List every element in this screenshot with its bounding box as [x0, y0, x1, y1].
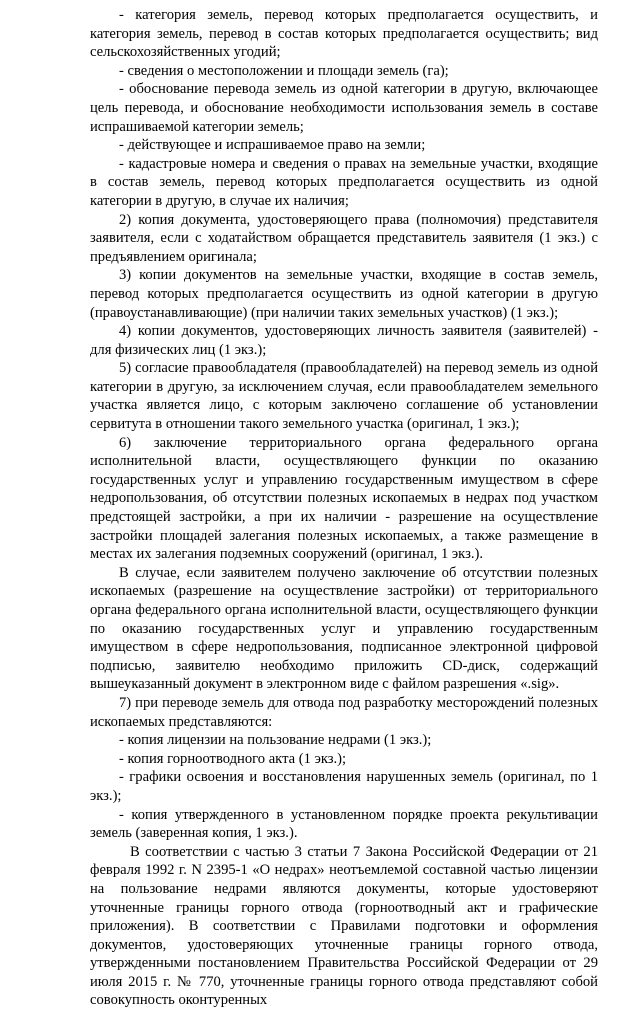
- paragraph-electronic-signature: В случае, если заявителем получено заключение об отсутствии полезных ископаемых (разрешение на осуществление застройки) от территориального органа федерального органа исполнительной власти, осуществляющего функции по оказанию государственных услуг и управлению государственным имуществом в сфере недропользования, подписанное электронной цифровой подписью, заявителю необходимо приложить CD-диск, содержащий вышеуказанный документ в электронном виде с файлом разрешения «.sig».: [90, 564, 598, 693]
- item-4-identity-documents: 4) копии документов, удостоверяющих личность заявителя (заявителей) - для физических лиц (1 экз.);: [90, 323, 598, 358]
- list-item-subsoil-license: - копия лицензии на пользование недрами (1 экз.);: [119, 732, 432, 749]
- item-5-rightholder-consent: 5) согласие правообладателя (правообладателей) на перевод земель из одной категории в другую, за исключением случая, если правообладателем земельного участка является лицо, с которым заключено соглашение об установлении сервитута в отношении такого земельного участка (оригинал, 1 экз.);: [90, 360, 598, 433]
- item-2-representative-authority: 2) копия документа, удостоверяющего права (полномочия) представителя заявителя, если с ходатайством обращается представитель заявителя (1 экз.) с предъявлением оригинала;: [90, 211, 598, 265]
- list-item-land-rights: - действующее и испрашиваемое право на земли;: [119, 137, 426, 154]
- list-item-transfer-justification: - обоснование перевода земель из одной категории в другую, включающее цель перевода, и обоснование необходимости использования земель в составе испрашиваемой категории земель;: [90, 81, 598, 135]
- item-7-mining-allotment: 7) при переводе земель для отвода под разработку месторождений полезных ископаемых представляются:: [90, 694, 598, 730]
- list-item-recultivation-project: - копия утвержденного в установленном порядке проекта рекультивации земель (заверенная копия, 1 экз.).: [90, 806, 598, 842]
- list-item-mining-allotment-act: - копия горноотводного акта (1 экз.);: [119, 750, 347, 767]
- list-item-cadastral-numbers: - кадастровые номера и сведения о правах на земельные участки, входящие в состав земель, перевод которых предполагается осуществить из одной категории в другую, в случае их наличия;: [90, 155, 598, 209]
- list-item-land-category: - категория земель, перевод которых предполагается осуществить, и категория земель, перевод в состав которых предполагается осуществить; вид сельскохозяйственных угодий;: [90, 7, 598, 61]
- list-item-location-area: - сведения о местоположении и площади земель (га);: [119, 62, 449, 79]
- item-3-land-plot-documents: 3) копии документов на земельные участки, входящие в состав земель, перевод которых предполагается осуществить из одной категории в другую (правоустанавливающие) (при наличии таких земельных участков) (1 экз.);: [90, 267, 598, 321]
- paragraph-subsoil-law-reference: В соответствии с частью 3 статьи 7 Закона Российской Федерации от 21 февраля 1992 г. N 2395-1 «О недрах» неотъемлемой составной частью лицензии на пользование недрами являются документы, которые удостоверяют уточненные границы горного отвода (горноотводный акт и графические приложения). В соответствии с Правилами подготовки и оформления документов, удостоверяющих уточненные границы горного отвода, утвержденными постановлением Правительства Российской Федерации от 29 июля 2015 г. № 770, уточненные границы горного отвода представляют собой совокупность оконтуренных: [90, 843, 598, 1009]
- item-6-mineral-absence-conclusion: 6) заключение территориального органа федерального органа исполнительной власти, осуществляющего функции по оказанию государственных услуг и управлению государственным имуществом в сфере недропользования, об отсутствии полезных ископаемых в недрах под участком предстоящей застройки, а при их наличии - разрешение на осуществление застройки площадей залегания полезных ископаемых, а также размещение в местах их залегания подземных сооружений (оригинал, 1 экз.).: [90, 434, 598, 563]
- list-item-restoration-schedules: - графики освоения и восстановления нарушенных земель (оригинал, по 1 экз.);: [90, 769, 598, 804]
